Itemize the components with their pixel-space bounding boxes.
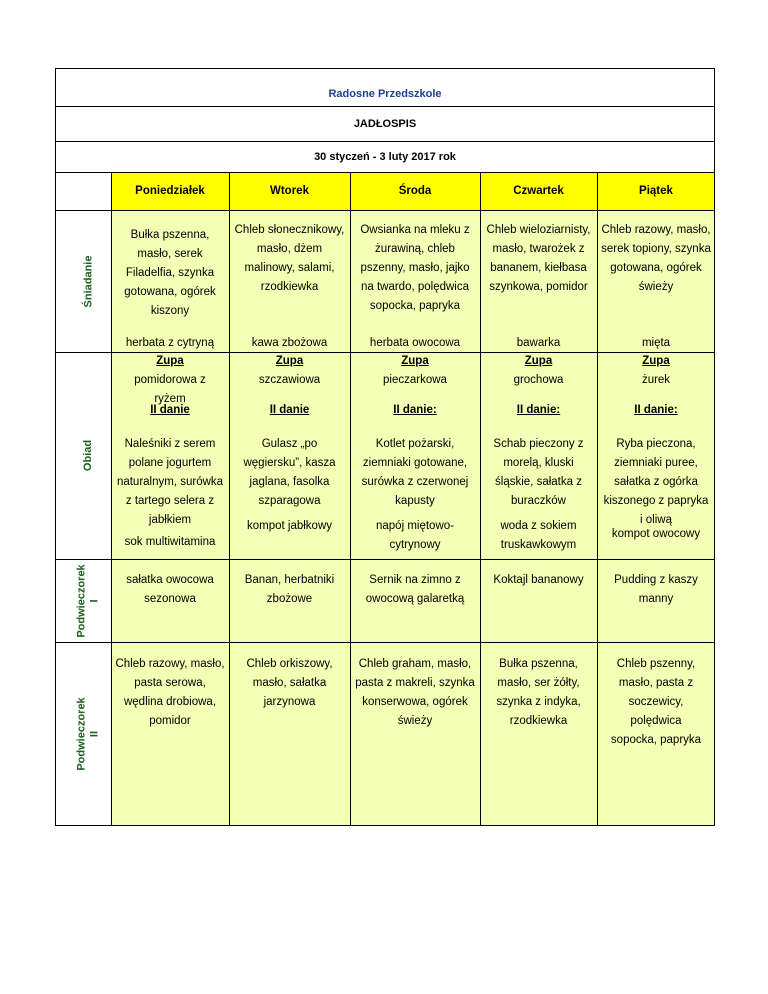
lunch-drink-4: kompot owocowy xyxy=(611,528,701,540)
row-divider xyxy=(55,642,715,643)
snack1-cell-4: Pudding z kaszy manny xyxy=(614,574,698,605)
section-label-sniadanie: Śniadanie xyxy=(82,255,95,307)
soup-label-0: Zupa xyxy=(156,355,184,367)
snack2-cell-1: Chleb orkiszowy, masło, sałatka jarzynowa xyxy=(246,658,333,708)
section-label-podwieczorek-1: Podwieczorek I xyxy=(76,563,102,638)
day-header-1: Wtorek xyxy=(229,172,350,210)
soup-name-3: grochowa xyxy=(513,374,564,386)
lunch-drink-3: woda z sokiem truskawkowym xyxy=(500,520,577,551)
main-course-0: Naleśniki z serem polane jogurtem naturalnym, surówka z tartego selera z jabłkiem xyxy=(116,438,224,526)
section-label-podwieczorek-2: Podwieczorek II xyxy=(76,697,102,771)
soup-name-0: pomidorowa z ryżem xyxy=(134,374,206,405)
row-divider xyxy=(55,210,715,211)
breakfast-drink-3: bawarka xyxy=(516,337,561,349)
day-header-4: Piątek xyxy=(597,172,715,210)
day-header-0: Poniedziałek xyxy=(111,172,229,210)
snack2-cell-4: Chleb pszenny, masło, pasta z soczewicy, polędwica sopocka, papryka xyxy=(610,658,702,746)
soup-name-2: pieczarkowa xyxy=(383,374,447,386)
lunch-drink-0: sok multiwitamina xyxy=(124,536,216,548)
soup-name-1: szczawiowa xyxy=(258,374,321,386)
snack1-cell-0: sałatka owocowa sezonowa xyxy=(126,574,214,605)
menu-dates: 30 styczeń - 3 luty 2017 rok xyxy=(314,150,456,163)
snack1-cell-3: Koktajl bananowy xyxy=(493,574,584,586)
day-header-3: Czwartek xyxy=(480,172,597,210)
section-label-obiad: Obiad xyxy=(82,439,95,472)
breakfast-drink-1: kawa zbożowa xyxy=(251,337,328,349)
soup-label-1: Zupa xyxy=(275,355,304,367)
breakfast-cell-4: Chleb razowy, masło, serek topiony, szynka gotowana, ogórek świeży xyxy=(601,224,711,293)
main-course-1: Gulasz „po węgiersku”, kasza jaglana, fasolka szparagowa xyxy=(243,438,336,507)
lunch-drink-2: napój miętowo-cytrynowy xyxy=(376,520,454,551)
main-course-2: Kotlet pożarski, ziemniaki gotowane, surówka z czerwonej kapusty xyxy=(361,438,469,507)
breakfast-cell-0: Bułka pszenna, masło, serek Filadelfia, szynka gotowana, ogórek kiszony xyxy=(124,229,216,317)
soup-label-2: Zupa xyxy=(401,355,429,367)
breakfast-drink-4: mięta xyxy=(641,337,671,349)
snack2-cell-2: Chleb graham, masło, pasta z makreli, szynka konserwowa, ogórek świeży xyxy=(355,658,475,727)
second-course-label-1: II danie xyxy=(269,404,310,416)
row-divider xyxy=(55,559,715,560)
snack2-cell-0: Chleb razowy, masło, pasta serowa, wędlina drobiowa, pomidor xyxy=(115,658,225,727)
breakfast-drink-0: herbata z cytryną xyxy=(125,337,215,349)
day-header-2: Środa xyxy=(350,172,480,210)
breakfast-cell-3: Chleb wieloziarnisty, masło, twarożek z bananem, kiełbasa szynkowa, pomidor xyxy=(486,224,591,293)
breakfast-drink-2: herbata owocowa xyxy=(369,337,461,349)
school-name: Radosne Przedszkole xyxy=(328,88,442,100)
main-course-3: Schab pieczony z morelą, kluski śląskie, sałatka z buraczków xyxy=(493,438,584,507)
breakfast-cell-2: Owsianka na mleku z żurawiną, chleb pszenny, masło, jajko na twardo, polędwica sopocka, papryka xyxy=(360,224,470,312)
snack1-cell-2: Sernik na zimno z owocową galaretką xyxy=(365,574,465,605)
lunch-drink-1: kompot jabłkowy xyxy=(246,520,332,532)
breakfast-cell-1: Chleb słonecznikowy, masło, dżem malinowy, salami, rzodkiewka xyxy=(234,224,345,293)
row-divider xyxy=(55,172,715,173)
second-course-label-0: II danie xyxy=(150,404,190,416)
second-course-label-2: II danie: xyxy=(393,404,437,416)
soup-name-4: żurek xyxy=(641,374,671,386)
second-course-label-4: II danie: xyxy=(634,404,678,416)
main-course-4: Ryba pieczona, ziemniaki puree, sałatka z ogórka kiszonego z papryka i oliwą xyxy=(603,438,709,526)
menu-title: JADŁOSPIS xyxy=(353,117,417,130)
soup-label-4: Zupa xyxy=(642,355,670,367)
second-course-label-3: II danie: xyxy=(516,404,561,416)
snack2-cell-3: Bułka pszenna, masło, ser żółty, szynka z indyka, rzodkiewka xyxy=(496,658,581,727)
soup-label-3: Zupa xyxy=(524,355,553,367)
snack1-cell-1: Banan, herbatniki zbożowe xyxy=(244,574,335,605)
